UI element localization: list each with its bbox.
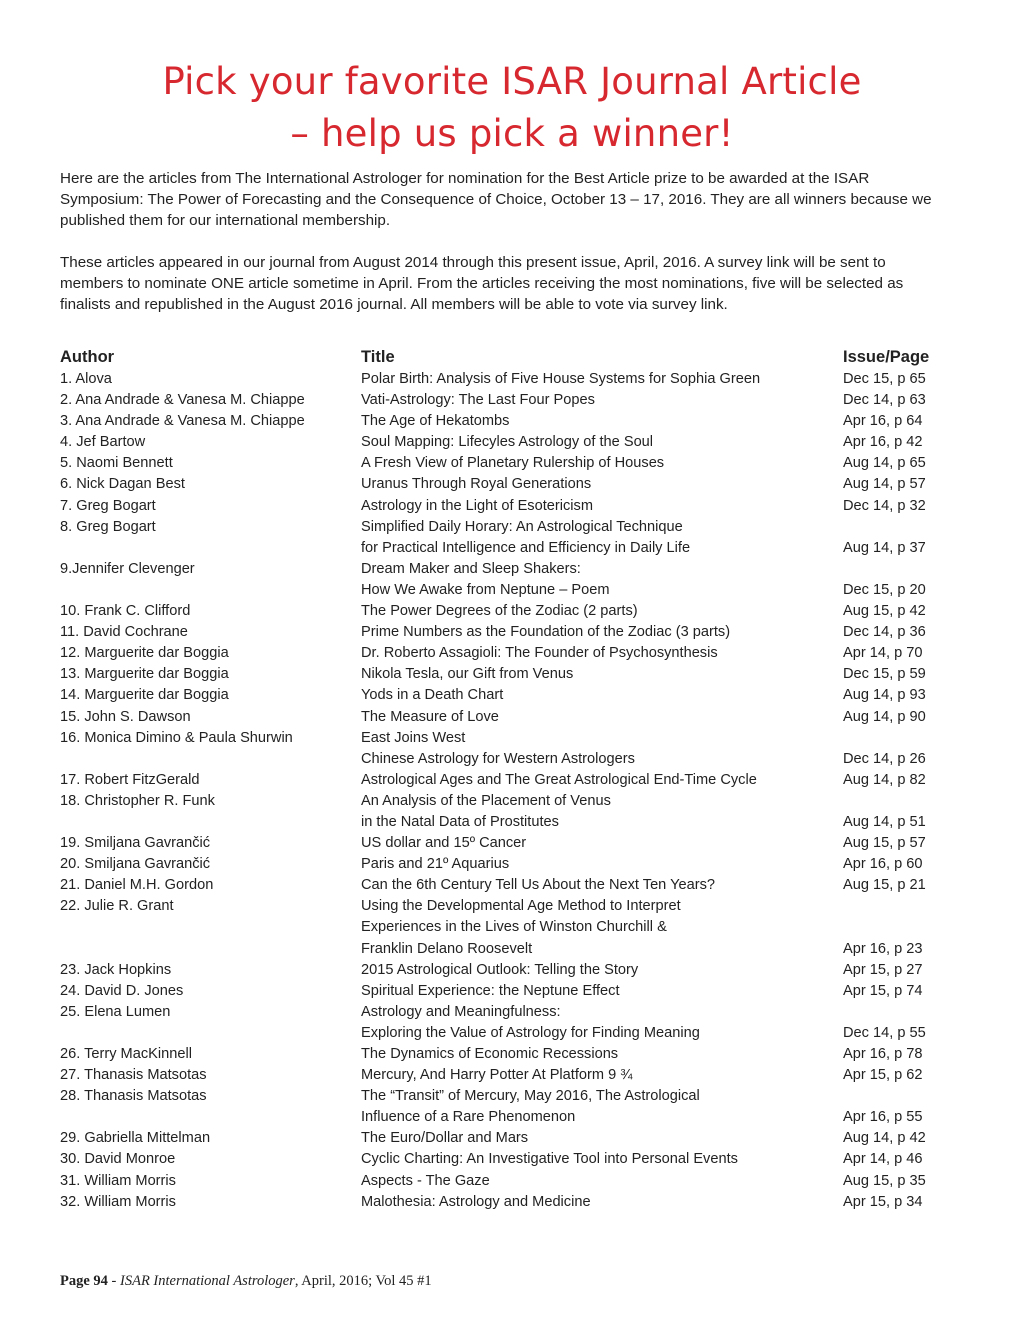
title-cell: A Fresh View of Planetary Rulership of Houses (361, 455, 665, 472)
table-row (60, 770, 940, 791)
row-line (60, 1128, 940, 1149)
row-line (60, 917, 940, 938)
author-cell: 23. Jack Hopkins (60, 961, 172, 978)
title-cell: Spiritual Experience: the Neptune Effect (361, 982, 620, 999)
row-line (60, 939, 940, 960)
author-cell: 8. Greg Bogart (60, 518, 156, 535)
issue-cell: Aug 15, p 42 (843, 603, 926, 620)
issue-cell: Aug 14, p 65 (843, 455, 926, 472)
title-cell: Nikola Tesla, our Gift from Venus (361, 666, 574, 683)
table-body (60, 369, 940, 1213)
footer-issue: , April, 2016; Vol 45 #1 (294, 1273, 432, 1289)
title-cell: Prime Numbers as the Foundation of the Zodiac (3 parts) (361, 624, 731, 641)
footer-separator: - (107, 1273, 121, 1289)
author-cell: 32. William Morris (60, 1193, 176, 1210)
title-cell: Chinese Astrology for Western Astrologers (361, 750, 635, 767)
issue-cell: Aug 14, p 82 (843, 771, 926, 788)
issue-cell: Apr 15, p 34 (843, 1193, 923, 1210)
table-row (60, 685, 940, 706)
author-cell: 7. Greg Bogart (60, 497, 156, 514)
row-line (60, 854, 940, 875)
title-cell: Astrology and Meaningfulness: (361, 1003, 561, 1020)
title-cell: Astrology in the Light of Esotericism (361, 497, 593, 514)
row-line (60, 960, 940, 981)
row-line (60, 791, 940, 812)
footer-page-number: Page 94 (60, 1273, 108, 1289)
table-row (60, 875, 940, 896)
table-row (60, 1171, 940, 1192)
author-cell: 5. Naomi Bennett (60, 455, 173, 472)
title-cell: Aspects - The Gaze (361, 1172, 490, 1189)
title-cell: Paris and 21º Aquarius (361, 856, 510, 873)
author-cell: 31. William Morris (60, 1172, 176, 1189)
issue-cell: Dec 14, p 26 (843, 750, 926, 767)
issue-cell: Aug 14, p 51 (843, 813, 926, 830)
row-line (60, 833, 940, 854)
table-row (60, 517, 940, 559)
title-cell: US dollar and 15º Cancer (361, 835, 527, 852)
issue-cell: Apr 16, p 23 (843, 940, 923, 957)
table-row (60, 833, 940, 854)
author-cell: 6. Nick Dagan Best (60, 476, 185, 493)
table-row (60, 1192, 940, 1213)
author-cell: 30. David Monroe (60, 1151, 176, 1168)
issue-cell: Aug 14, p 37 (843, 539, 926, 556)
title-cell: Cyclic Charting: An Investigative Tool into Personal Events (361, 1151, 738, 1168)
author-cell: 14. Marguerite dar Boggia (60, 687, 229, 704)
table-row (60, 707, 940, 728)
row-line (60, 1086, 940, 1107)
author-cell: 19. Smiljana Gavrančić (60, 835, 211, 852)
issue-cell: Dec 14, p 63 (843, 392, 926, 409)
title-cell: Can the 6th Century Tell Us About the Next Ten Years? (361, 877, 715, 894)
issue-cell: Apr 14, p 46 (843, 1151, 923, 1168)
table-row (60, 791, 940, 833)
author-cell: 13. Marguerite dar Boggia (60, 666, 229, 683)
title-cell: Vati-Astrology: The Last Four Popes (361, 392, 595, 409)
intro-text (60, 168, 940, 315)
author-cell: 24. David D. Jones (60, 982, 184, 999)
author-cell: 28. Thanasis Matsotas (60, 1088, 207, 1105)
row-line (60, 1044, 940, 1065)
row-line (60, 685, 940, 706)
title-cell: The Power Degrees of the Zodiac (2 parts) (361, 603, 638, 620)
row-line (60, 601, 940, 622)
author-cell: 11. David Cochrane (60, 624, 188, 641)
issue-cell: Aug 15, p 57 (843, 835, 926, 852)
table-row (60, 960, 940, 981)
author-cell: 15. John S. Dawson (60, 708, 191, 725)
author-cell: 25. Elena Lumen (60, 1003, 171, 1020)
issue-cell: Dec 15, p 20 (843, 581, 926, 598)
row-line (60, 1023, 940, 1044)
issue-cell: Dec 15, p 59 (843, 666, 926, 683)
title-cell: Soul Mapping: Lifecyles Astrology of the Soul (361, 434, 654, 451)
issue-cell: Dec 14, p 36 (843, 624, 926, 641)
table-row (60, 1065, 940, 1086)
row-line (60, 749, 940, 770)
row-line (60, 812, 940, 833)
title-cell: Dream Maker and Sleep Shakers: (361, 560, 581, 577)
issue-cell: Dec 14, p 32 (843, 497, 926, 514)
row-line (60, 559, 940, 580)
author-cell: 21. Daniel M.H. Gordon (60, 877, 214, 894)
heading-line-2: – help us pick a winner! (290, 112, 734, 155)
issue-cell: Aug 15, p 35 (843, 1172, 926, 1189)
header-title: Title (361, 348, 395, 366)
title-cell: Polar Birth: Analysis of Five House Systems for Sophia Green (361, 371, 761, 387)
row-line (60, 981, 940, 1002)
row-line (60, 770, 940, 791)
row-line (60, 496, 940, 517)
intro-paragraph-1: Here are the articles from The International Astrologer for nomination for the Best Article prize to be awarded at the ISAR Symposium: The Power of Forecasting and the Consequence of Choice, October 13 – 17, 2016. They are all winners because we published them for our international membership. (60, 170, 932, 229)
author-cell: 22. Julie R. Grant (60, 898, 174, 915)
row-line (60, 707, 940, 728)
table-row (60, 896, 940, 959)
issue-cell: Aug 14, p 42 (843, 1130, 926, 1147)
title-cell: Experiences in the Lives of Winston Churchill & (361, 919, 667, 936)
issue-cell: Apr 15, p 27 (843, 961, 923, 978)
author-cell: 18. Christopher R. Funk (60, 792, 215, 809)
issue-cell: Aug 14, p 93 (843, 687, 926, 704)
row-line (60, 390, 940, 411)
header-author: Author (60, 348, 115, 366)
row-line (60, 432, 940, 453)
articles-table (60, 345, 940, 1213)
page-footer (60, 1273, 432, 1290)
heading-line-1: Pick your favorite ISAR Journal Article (162, 60, 862, 103)
table-row (60, 664, 940, 685)
issue-cell: Apr 16, p 42 (843, 434, 923, 451)
title-cell: for Practical Intelligence and Efficiency in Daily Life (361, 539, 691, 556)
title-cell: Franklin Delano Roosevelt (361, 940, 533, 957)
author-cell: 1. Alova (60, 371, 112, 387)
row-line (60, 474, 940, 495)
author-cell: 3. Ana Andrade & Vanesa M. Chiappe (60, 413, 305, 430)
title-cell: Malothesia: Astrology and Medicine (361, 1193, 591, 1210)
row-line (60, 875, 940, 896)
title-cell: The Age of Hekatombs (361, 413, 510, 430)
row-line (60, 1171, 940, 1192)
title-cell: Simplified Daily Horary: An Astrological Technique (361, 518, 683, 535)
table-row (60, 1002, 940, 1044)
header-issue: Issue/Page (843, 348, 930, 366)
issue-cell: Apr 14, p 70 (843, 645, 923, 662)
intro-paragraph-2: These articles appeared in our journal from August 2014 through this present issue, April, 2016. A survey link will be sent to members to nominate ONE article sometime in April. From the articles receiving the most nominations, five will be selected as finalists and republished in the August 2016 journal. All members will be able to vote via survey link. (60, 254, 904, 313)
title-cell: The Euro/Dollar and Mars (361, 1130, 529, 1147)
author-cell: 16. Monica Dimino & Paula Shurwin (60, 729, 293, 746)
title-cell: The “Transit” of Mercury, May 2016, The Astrological (361, 1088, 700, 1105)
issue-cell: Apr 16, p 55 (843, 1109, 923, 1126)
issue-cell: Dec 14, p 55 (843, 1024, 926, 1041)
table-row (60, 1128, 940, 1149)
issue-cell: Aug 14, p 57 (843, 476, 926, 493)
table-row (60, 453, 940, 474)
row-line (60, 453, 940, 474)
issue-cell: Apr 15, p 74 (843, 982, 923, 999)
table-header (60, 345, 940, 369)
table-row (60, 728, 940, 770)
title-cell: Astrological Ages and The Great Astrological End-Time Cycle (361, 771, 757, 788)
table-row (60, 496, 940, 517)
title-cell: Uranus Through Royal Generations (361, 476, 592, 493)
title-cell: How We Awake from Neptune – Poem (361, 581, 610, 598)
row-line (60, 538, 940, 559)
author-cell: 12. Marguerite dar Boggia (60, 645, 229, 662)
author-cell: 10. Frank C. Clifford (60, 603, 191, 620)
title-cell: Exploring the Value of Astrology for Finding Meaning (361, 1024, 700, 1041)
table-row (60, 854, 940, 875)
title-cell: 2015 Astrological Outlook: Telling the Story (361, 961, 639, 978)
title-cell: Influence of a Rare Phenomenon (361, 1109, 576, 1126)
row-line (60, 1002, 940, 1023)
author-cell: 2. Ana Andrade & Vanesa M. Chiappe (60, 392, 305, 409)
row-line (60, 1149, 940, 1170)
row-line (60, 1065, 940, 1086)
author-cell: 26. Terry MacKinnell (60, 1046, 192, 1062)
author-cell: 17. Robert FitzGerald (60, 771, 200, 788)
author-cell: 20. Smiljana Gavrančić (60, 856, 211, 873)
row-line (60, 643, 940, 664)
table-row (60, 390, 940, 411)
issue-cell: Dec 15, p 65 (843, 371, 926, 387)
footer-publication: ISAR International Astrologer (120, 1273, 295, 1289)
row-line (60, 1192, 940, 1213)
title-cell: in the Natal Data of Prostitutes (361, 813, 559, 830)
row-line (60, 622, 940, 643)
author-cell: 4. Jef Bartow (60, 434, 146, 451)
row-line (60, 517, 940, 538)
table-row (60, 1044, 940, 1065)
page-heading (0, 56, 1024, 160)
title-cell: Using the Developmental Age Method to Interpret (361, 898, 681, 915)
issue-cell: Apr 16, p 78 (843, 1046, 923, 1062)
issue-cell: Aug 14, p 90 (843, 708, 926, 725)
table-row (60, 474, 940, 495)
row-line (60, 1107, 940, 1128)
title-cell: Yods in a Death Chart (361, 687, 504, 704)
issue-cell: Apr 15, p 62 (843, 1067, 923, 1084)
table-row (60, 622, 940, 643)
title-cell: The Measure of Love (361, 708, 499, 725)
title-cell: Dr. Roberto Assagioli: The Founder of Psychosynthesis (361, 645, 718, 662)
row-line (60, 411, 940, 432)
table-row (60, 1086, 940, 1128)
row-line (60, 728, 940, 749)
title-cell: An Analysis of the Placement of Venus (361, 792, 611, 809)
row-line (60, 369, 940, 390)
issue-cell: Apr 16, p 64 (843, 413, 923, 430)
author-cell: 29. Gabriella Mittelman (60, 1130, 211, 1147)
row-line (60, 580, 940, 601)
author-cell: 27. Thanasis Matsotas (60, 1067, 207, 1084)
table-row (60, 601, 940, 622)
table-row (60, 411, 940, 432)
author-cell: 9.Jennifer Clevenger (60, 560, 195, 577)
table-row (60, 559, 940, 601)
row-line (60, 896, 940, 917)
table-row (60, 1149, 940, 1170)
issue-cell: Aug 15, p 21 (843, 877, 926, 894)
title-cell: The Dynamics of Economic Recessions (361, 1046, 619, 1062)
title-cell: Mercury, And Harry Potter At Platform 9 ¾ (361, 1067, 633, 1084)
table-row (60, 643, 940, 664)
table-row (60, 981, 940, 1002)
issue-cell: Apr 16, p 60 (843, 856, 923, 873)
title-cell: East Joins West (361, 729, 466, 746)
table-row (60, 432, 940, 453)
row-line (60, 664, 940, 685)
table-row (60, 369, 940, 390)
